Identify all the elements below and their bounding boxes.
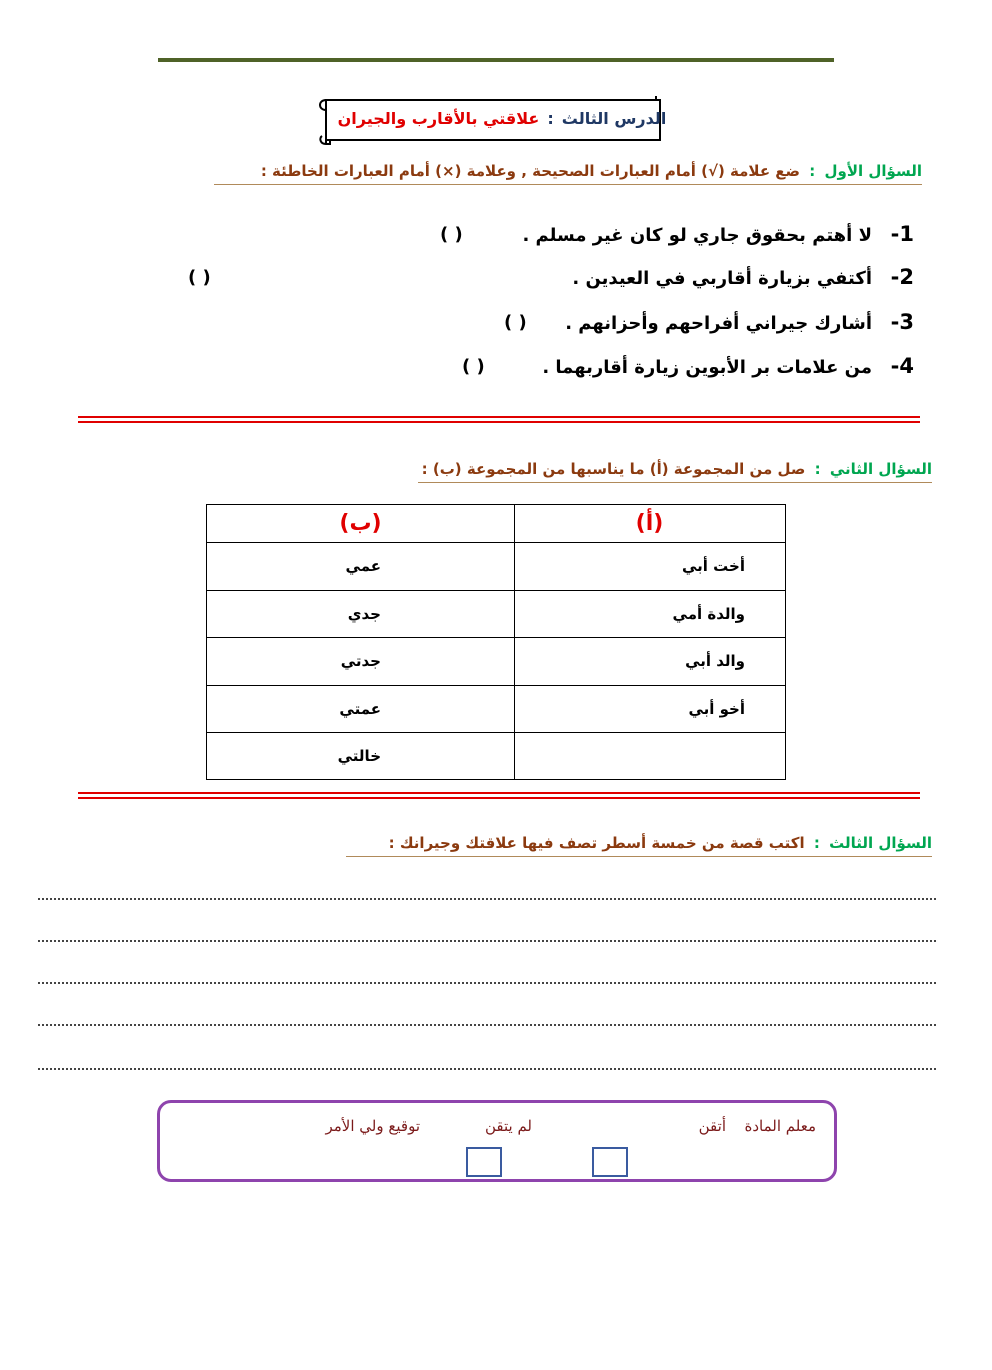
item-number: 4- — [890, 354, 914, 378]
q1-instruction: ضع علامة (√) أمام العبارات الصحيحة , وعلامة (×) أمام العبارات الخاطئة : — [260, 162, 801, 180]
q1-underline — [214, 184, 922, 185]
evaluation-box — [157, 1100, 837, 1182]
q1-item-2 — [572, 265, 914, 289]
item-number: 1- — [890, 222, 914, 246]
q1-separator: : — [809, 162, 816, 180]
q1-item-1 — [522, 222, 914, 246]
not-mastered-label: لم يتقن — [484, 1117, 532, 1135]
lesson-separator: : — [547, 108, 554, 128]
answer-line[interactable] — [38, 1068, 936, 1070]
item-number: 2- — [890, 265, 914, 289]
answer-line[interactable] — [38, 1024, 936, 1026]
answer-line[interactable] — [38, 982, 936, 984]
q1-label: السؤال الأول — [824, 162, 922, 180]
section-separator — [78, 416, 920, 423]
col-b-cell: خالتي — [337, 747, 381, 765]
item-text: أشارك جيراني أفراحهم وأحزانهم . — [565, 313, 872, 334]
section-separator — [78, 792, 920, 799]
q1-item-4 — [542, 354, 914, 378]
q2-underline — [418, 482, 932, 483]
col-a-cell: أخت أبي — [681, 557, 745, 575]
mastered-label: أتقن — [698, 1117, 726, 1135]
q3-instruction: اكتب قصة من خمسة أسطر تصف فيها علاقتك وجيرانك : — [388, 834, 805, 852]
q2-instruction: صل من المجموعة (أ) ما يناسبها من المجموعة (ب) : — [421, 460, 806, 478]
top-divider — [158, 58, 834, 62]
column-divider — [514, 505, 515, 779]
q3-underline — [346, 856, 932, 857]
col-b-header: (ب) — [339, 511, 382, 536]
q3-label: السؤال الثالث — [829, 834, 932, 852]
table-row-divider — [207, 637, 785, 638]
answer-line[interactable] — [38, 940, 936, 942]
item-number: 3- — [890, 310, 914, 334]
q3-separator: : — [813, 834, 820, 852]
lesson-title — [337, 96, 667, 140]
q1-answer-3[interactable]: ( ) — [504, 312, 527, 333]
col-a-cell: والدة أمي — [672, 605, 745, 623]
not-mastered-checkbox[interactable] — [466, 1147, 502, 1177]
q1-answer-1[interactable]: ( ) — [440, 224, 463, 245]
q3-heading — [389, 834, 932, 852]
item-text: أكتفي بزيارة أقاربي في العيدين . — [572, 268, 872, 289]
item-text: من علامات بر الأبوين زيارة أقاربهما . — [542, 357, 872, 378]
guardian-signature-label: توقيع ولي الأمر — [325, 1117, 420, 1135]
lesson-label: الدرس الثالث — [561, 108, 667, 128]
q2-heading — [422, 460, 932, 478]
lesson-name: علاقتي بالأقارب والجيران — [337, 108, 540, 128]
col-b-cell: عمي — [345, 557, 381, 575]
answer-line[interactable] — [38, 898, 936, 900]
table-row-divider — [207, 542, 785, 543]
q1-answer-2[interactable]: ( ) — [188, 267, 211, 288]
col-a-cell: أخو أبي — [688, 700, 745, 718]
col-a-cell: والد أبي — [685, 652, 745, 670]
col-a-header: (أ) — [635, 511, 664, 536]
q2-label: السؤال الثاني — [829, 460, 932, 478]
col-b-cell: عمتي — [339, 700, 381, 718]
table-row-divider — [207, 590, 785, 591]
q2-separator: : — [814, 460, 821, 478]
teacher-label: معلم المادة — [744, 1117, 816, 1135]
col-b-cell: جدي — [347, 605, 381, 623]
q1-item-3 — [565, 310, 914, 334]
table-row-divider — [207, 732, 785, 733]
item-text: لا أهتم بحقوق جاري لو كان غير مسلم . — [522, 225, 872, 246]
mastered-checkbox[interactable] — [592, 1147, 628, 1177]
q1-heading — [261, 162, 922, 180]
table-row-divider — [207, 685, 785, 686]
col-b-cell: جدتي — [340, 652, 381, 670]
matching-table — [206, 504, 786, 780]
q1-answer-4[interactable]: ( ) — [462, 356, 485, 377]
lesson-title-banner — [316, 96, 667, 146]
